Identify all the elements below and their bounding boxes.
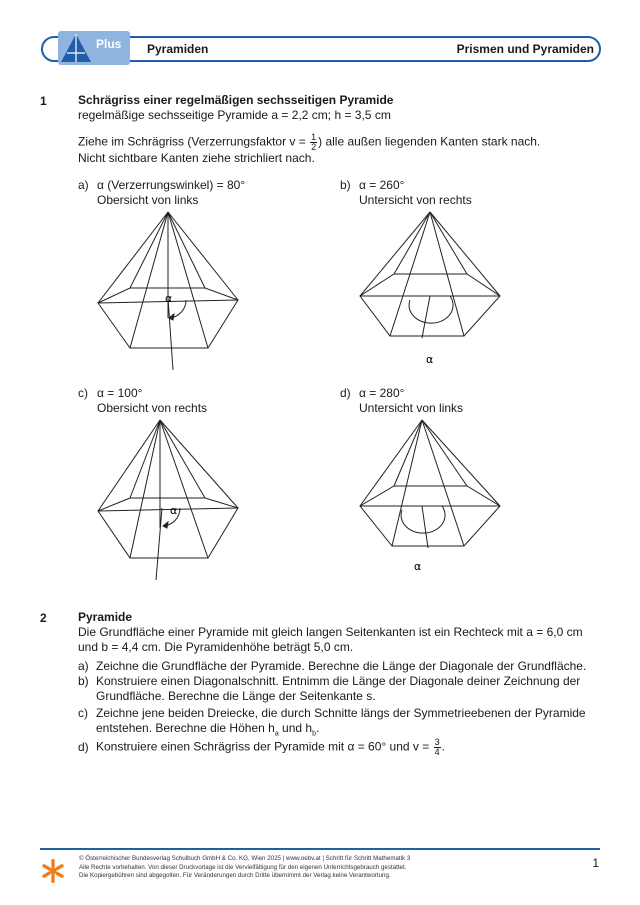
item-c-view: Obersicht von rechts bbox=[97, 401, 208, 415]
alpha-label-a: α bbox=[165, 292, 173, 305]
pyramid-figure-d bbox=[352, 416, 512, 582]
footer-line bbox=[40, 848, 600, 850]
task1-instruction-before: Ziehe im Schrägriss (Verzerrungsfaktor v = bbox=[78, 134, 310, 149]
task2-fraction: $\frac{3}{4}$ bbox=[434, 737, 440, 757]
task2-item-b: b) Konstruiere einen Diagonalschnitt. Entnimm die Länge der Diagonale deiner Zeichnung der bbox=[78, 674, 581, 688]
logo-text: Plus bbox=[96, 37, 122, 51]
publisher-logo-icon bbox=[40, 858, 66, 884]
task1-given: regelmäßige sechsseitige Pyramide a = 2,2 cm; h = 3,5 cm bbox=[78, 108, 391, 122]
item-a-view: Obersicht von links bbox=[97, 193, 199, 207]
task2-item-c-cont: entstehen. Berechne die Höhen $h_a$ und $h_b$. bbox=[96, 721, 320, 738]
header-right-title: Prismen und Pyramiden bbox=[456, 42, 594, 56]
task2-item-c: c) Zeichne jene beiden Dreiecke, die durch Schnitte längs der Symmetrieebenen der Pyramide bbox=[78, 706, 586, 720]
task1-instruction-after: ) alle außen liegenden Kanten stark nach. bbox=[318, 134, 541, 149]
task1-number: 1 bbox=[40, 94, 47, 108]
task2-intro-line2: und b = 4,4 cm. Die Pyramidenhöhe beträgt 5,0 cm. bbox=[78, 640, 354, 654]
alpha-label-d: α bbox=[414, 560, 422, 573]
footer-copyright: © Österreichischer Bundesverlag Schulbuch GmbH & Co. KG, Wien 2025 | www.oebv.at | Schritt für Schritt Mathematik 3 Alle Rechte vorbehalten. Von dieser Druckvorlage ist die Vervielfältigung für den eigenen Unterrichtsgebrauch gestattet. Die Kopiergebühren sind abgegolten. Für Veränderungen durch Dritte übernimmt der Verlag keine Verantwortung. bbox=[79, 855, 411, 879]
item-d-label: d) α = 280° bbox=[340, 386, 405, 400]
item-b-label: b) α = 260° bbox=[340, 178, 405, 192]
pyramid-figure-a bbox=[90, 208, 250, 378]
alpha-label-b: α bbox=[426, 353, 434, 366]
task2-item-b-cont: Grundfläche. Berechne die Länge der Seitenkante s. bbox=[96, 689, 376, 703]
task1-instruction-line2: Nicht sichtbare Kanten ziehe strichliert nach. bbox=[78, 151, 315, 165]
task2-intro-line1: Die Grundfläche einer Pyramide mit gleich langen Seitenkanten ist ein Rechteck mit a = 6,0 cm bbox=[78, 625, 583, 639]
item-c-label: c) α = 100° bbox=[78, 386, 143, 400]
task1-title: Schrägriss einer regelmäßigen sechsseitigen Pyramide bbox=[78, 93, 394, 107]
item-a-label: a) α (Verzerrungswinkel) = 80° bbox=[78, 178, 246, 192]
item-b-view: Untersicht von rechts bbox=[359, 193, 472, 207]
alpha-label-c: α bbox=[170, 504, 178, 517]
task2-item-a: a) Zeichne die Grundfläche der Pyramide. Berechne die Länge der Diagonale der Grundfläche. bbox=[78, 659, 587, 673]
page-number: 1 bbox=[592, 856, 599, 870]
task1-fraction: $\frac{1}{2}$ bbox=[311, 132, 317, 152]
pyramid-figure-b bbox=[352, 208, 512, 368]
task1-instruction bbox=[78, 133, 540, 152]
pyramid-figure-c bbox=[90, 416, 250, 586]
task2-title: Pyramide bbox=[78, 610, 133, 624]
task2-item-d: d) Konstruiere einen Schrägriss der Pyramide mit α = 60° und v = $\frac{3}{4}$ . bbox=[78, 737, 445, 757]
header-left-title: Pyramiden bbox=[147, 42, 209, 56]
task2-number: 2 bbox=[40, 611, 47, 625]
item-d-view: Untersicht von links bbox=[359, 401, 464, 415]
